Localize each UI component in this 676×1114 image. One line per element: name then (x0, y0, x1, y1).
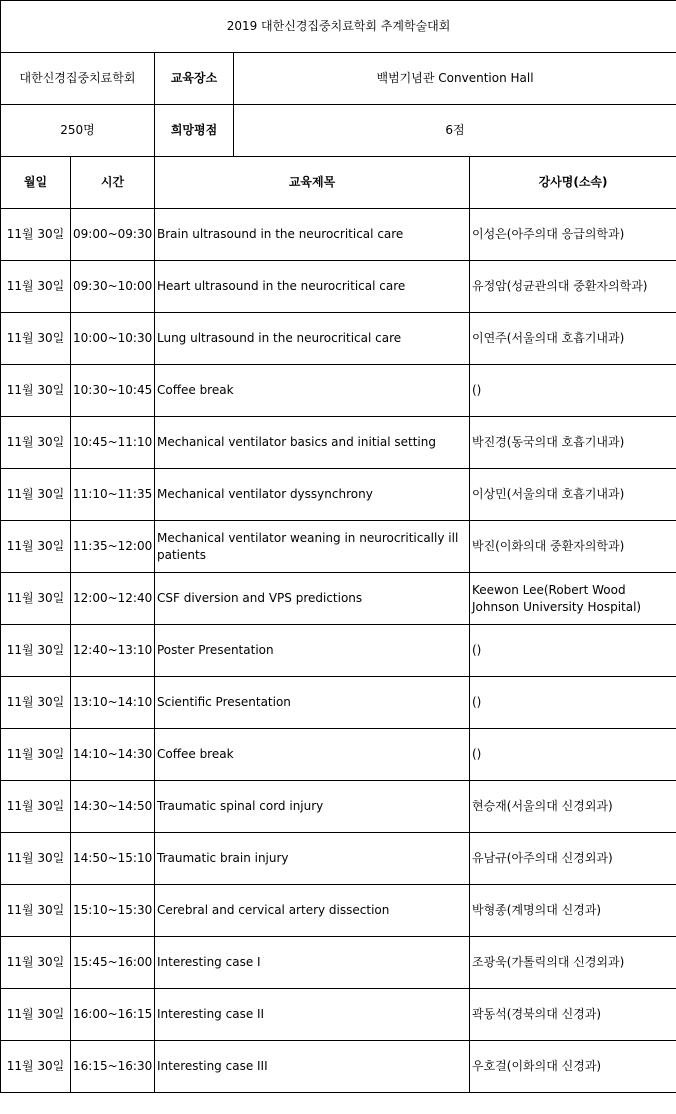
row-date: 11월 30일 (1, 261, 71, 313)
row-time: 16:15~16:30 (71, 1041, 155, 1093)
row-date: 11월 30일 (1, 781, 71, 833)
table-row (1, 937, 676, 989)
row-speaker: 곽동석(경북의대 신경과) (470, 989, 676, 1041)
row-time: 09:30~10:00 (71, 261, 155, 313)
row-time: 11:10~11:35 (71, 469, 155, 521)
header-subject: 교육제목 (155, 157, 470, 209)
row-time: 11:35~12:00 (71, 521, 155, 573)
table-row (1, 1041, 676, 1093)
row-speaker: 박진경(동국의대 호흡기내과) (470, 417, 676, 469)
row-date: 11월 30일 (1, 573, 71, 625)
row-subject: Coffee break (155, 729, 470, 781)
table-row (1, 261, 676, 313)
row-time: 12:00~12:40 (71, 573, 155, 625)
row-speaker: () (470, 677, 676, 729)
table-row (1, 209, 676, 261)
row-speaker: 이연주(서울의대 호흡기내과) (470, 313, 676, 365)
row-date: 11월 30일 (1, 989, 71, 1041)
table-row (1, 625, 676, 677)
header-time: 시간 (71, 157, 155, 209)
header-speaker: 강사명(소속) (470, 157, 676, 209)
row-speaker: 박형종(계명의대 신경과) (470, 885, 676, 937)
row-subject: Interesting case I (155, 937, 470, 989)
row-time: 14:10~14:30 (71, 729, 155, 781)
table-row (1, 677, 676, 729)
capacity: 250명 (1, 105, 155, 157)
row-speaker: 유정암(성균관의대 중환자의학과) (470, 261, 676, 313)
row-time: 16:00~16:15 (71, 989, 155, 1041)
row-date: 11월 30일 (1, 677, 71, 729)
row-date: 11월 30일 (1, 885, 71, 937)
row-subject: Poster Presentation (155, 625, 470, 677)
row-date: 11월 30일 (1, 313, 71, 365)
row-time: 09:00~09:30 (71, 209, 155, 261)
row-time: 15:10~15:30 (71, 885, 155, 937)
row-subject: Interesting case II (155, 989, 470, 1041)
row-date: 11월 30일 (1, 209, 71, 261)
row-date: 11월 30일 (1, 417, 71, 469)
row-date: 11월 30일 (1, 833, 71, 885)
row-speaker: 유남규(아주의대 신경외과) (470, 833, 676, 885)
header-date: 월일 (1, 157, 71, 209)
row-subject: Traumatic brain injury (155, 833, 470, 885)
row-time: 10:45~11:10 (71, 417, 155, 469)
row-speaker: 우호걸(이화의대 신경과) (470, 1041, 676, 1093)
row-subject: Brain ultrasound in the neurocritical care (155, 209, 470, 261)
venue-label: 교육장소 (155, 53, 234, 105)
row-subject: Traumatic spinal cord injury (155, 781, 470, 833)
row-speaker: 이성은(아주의대 응급의학과) (470, 209, 676, 261)
event-title: 2019 대한신경집중치료학회 추계학술대회 (1, 1, 676, 53)
row-speaker: 현승재(서울의대 신경외과) (470, 781, 676, 833)
row-subject: Mechanical ventilator basics and initial setting (155, 417, 470, 469)
row-speaker: () (470, 729, 676, 781)
score-value: 6점 (234, 105, 676, 157)
row-subject: Cerebral and cervical artery dissection (155, 885, 470, 937)
row-speaker: 박진(이화의대 중환자의학과) (470, 521, 676, 573)
table-row (1, 885, 676, 937)
row-speaker: () (470, 365, 676, 417)
row-time: 10:30~10:45 (71, 365, 155, 417)
title-row (1, 1, 676, 53)
table-row (1, 313, 676, 365)
table-row (1, 729, 676, 781)
row-date: 11월 30일 (1, 1041, 71, 1093)
table-row (1, 833, 676, 885)
row-speaker: 이상민(서울의대 호흡기내과) (470, 469, 676, 521)
row-date: 11월 30일 (1, 469, 71, 521)
row-time: 12:40~13:10 (71, 625, 155, 677)
row-subject: Mechanical ventilator weaning in neurocritically ill patients (155, 521, 470, 573)
row-speaker: () (470, 625, 676, 677)
row-time: 13:10~14:10 (71, 677, 155, 729)
row-date: 11월 30일 (1, 521, 71, 573)
row-time: 14:30~14:50 (71, 781, 155, 833)
score-label: 희망평점 (155, 105, 234, 157)
row-subject: Heart ultrasound in the neurocritical care (155, 261, 470, 313)
table-row (1, 521, 676, 573)
row-subject: Lung ultrasound in the neurocritical care (155, 313, 470, 365)
row-subject: Scientific Presentation (155, 677, 470, 729)
table-row (1, 781, 676, 833)
table-row (1, 417, 676, 469)
row-date: 11월 30일 (1, 937, 71, 989)
row-time: 15:45~16:00 (71, 937, 155, 989)
table-row (1, 469, 676, 521)
table-row (1, 365, 676, 417)
header-row (1, 157, 676, 209)
organizer: 대한신경집중치료학회 (1, 53, 155, 105)
row-subject: Interesting case III (155, 1041, 470, 1093)
row-speaker: Keewon Lee(Robert Wood Johnson University Hospital) (470, 573, 676, 625)
row-time: 14:50~15:10 (71, 833, 155, 885)
row-speaker: 조광욱(가톨릭의대 신경외과) (470, 937, 676, 989)
row-time: 10:00~10:30 (71, 313, 155, 365)
row-subject: Coffee break (155, 365, 470, 417)
row-subject: Mechanical ventilator dyssynchrony (155, 469, 470, 521)
row-date: 11월 30일 (1, 365, 71, 417)
table-row (1, 989, 676, 1041)
venue-value: 백범기념관 Convention Hall (234, 53, 676, 105)
row-date: 11월 30일 (1, 625, 71, 677)
score-row (1, 105, 676, 157)
venue-row (1, 53, 676, 105)
table-row (1, 573, 676, 625)
row-date: 11월 30일 (1, 729, 71, 781)
row-subject: CSF diversion and VPS predictions (155, 573, 470, 625)
